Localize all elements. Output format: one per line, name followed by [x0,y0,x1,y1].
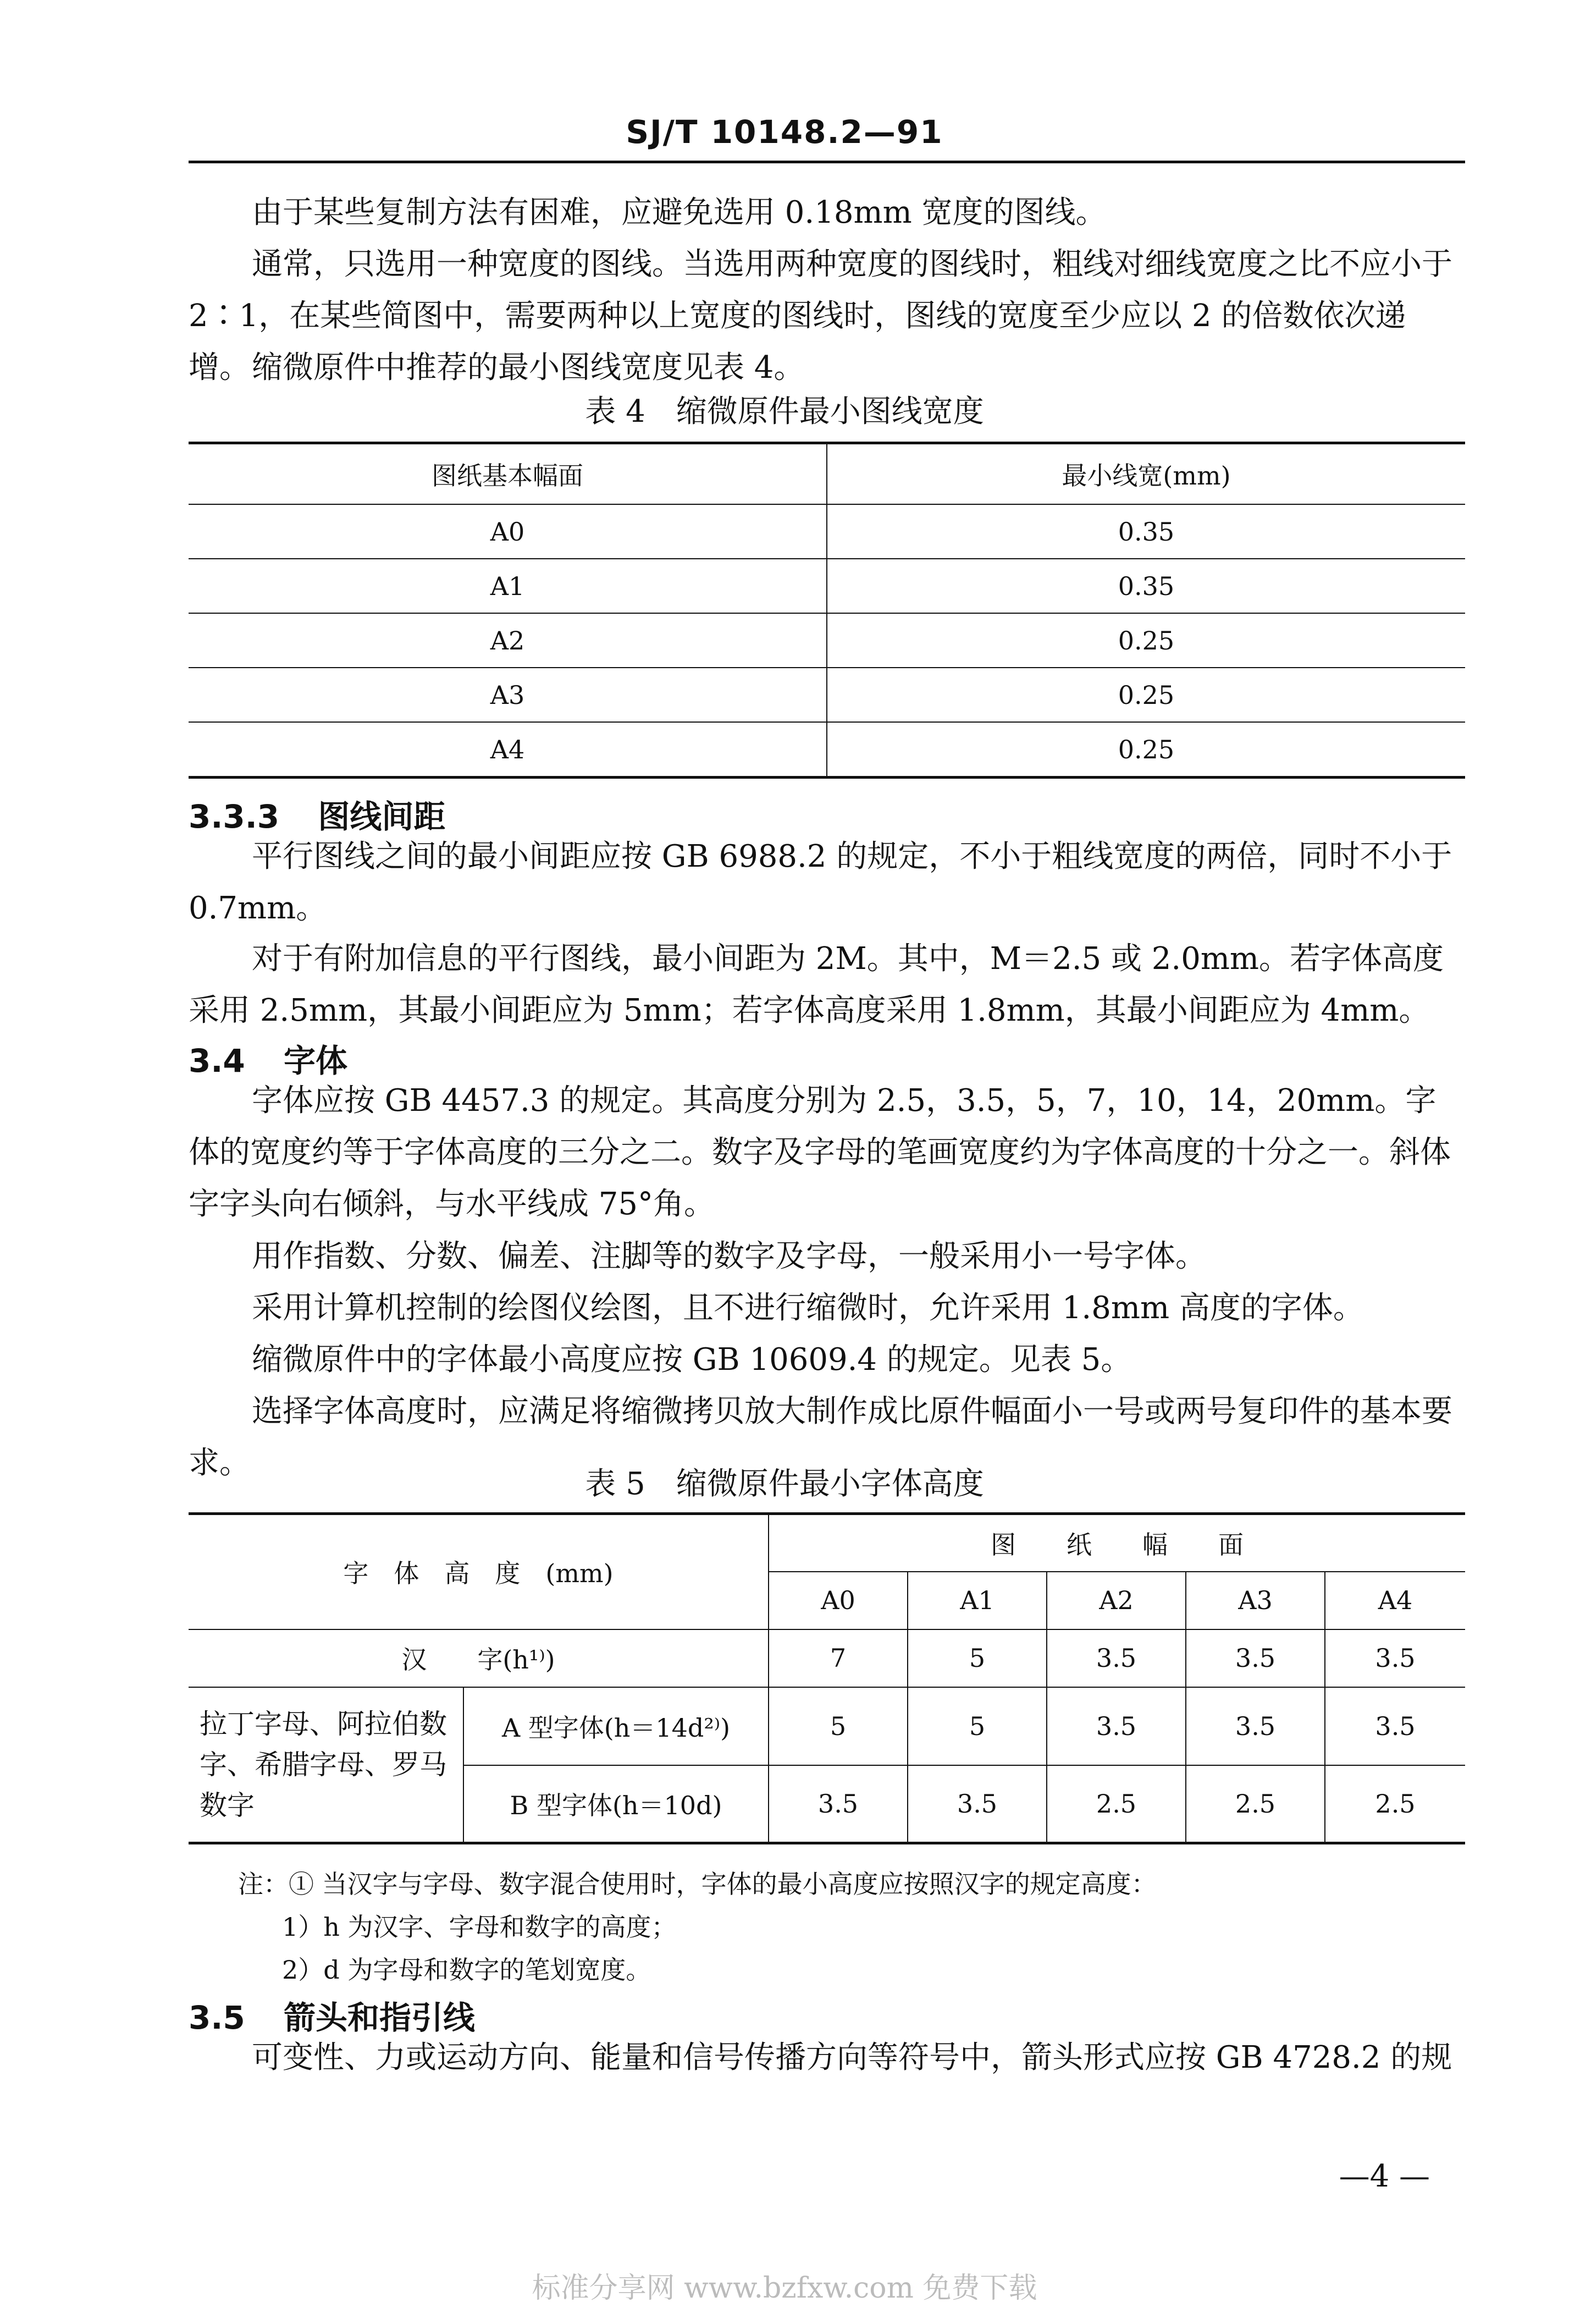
table5-cell: 5 [908,1687,1047,1765]
section-number: 3.4 [189,1042,245,1080]
section-heading-3-5 [189,1992,475,2038]
table5-header-font-height: 字 体 高 度 (mm) [189,1514,769,1629]
table5-size-a3: A3 [1186,1572,1325,1629]
paragraph-10: 选择字体高度时，应满足将缩微拷贝放大制作成比原件幅面小一号或两号复印件的基本要求。 [189,1394,1452,1481]
table4-cell-size: A0 [189,504,827,559]
table-row [189,613,1465,668]
table-header-row [189,443,1465,505]
table5-cell: 2.5 [1325,1765,1465,1843]
table5-cell: 3.5 [1325,1629,1465,1687]
table4-cell-size: A3 [189,668,827,722]
paragraph-5: 对于有附加信息的平行图线，最小间距为 2M。其中，M＝2.5 或 2.0mm。若字体高度采用 2.5mm，其最小间距应为 5mm；若字体高度采用 1.8mm，其最小间距应为 4mm。 [189,941,1444,1028]
table5-size-a1: A1 [908,1572,1047,1629]
table5-cell: 3.5 [1047,1629,1186,1687]
paragraph-4: 平行图线之间的最小间距应按 GB 6988.2 的规定，不小于粗线宽度的两倍，同时不小于 0.7mm。 [189,839,1452,926]
table5-cell: 2.5 [1186,1765,1325,1843]
table5-note-2: 2）d 为字母和数字的笔划宽度。 [282,1955,651,1985]
table4-cell-width: 0.35 [827,559,1465,613]
table-row [189,559,1465,613]
table-header-row [189,1514,1465,1572]
table-row [189,504,1465,559]
paragraph-6: 字体应按 GB 4457.3 的规定。其高度分别为 2.5，3.5，5，7，10，14，20mm。字体的宽度约等于字体高度的三分之二。数字及字母的笔画宽度约为字体高度的十分之一。斜体字字头向右倾斜，与水平线成 75°角。 [189,1083,1451,1222]
paragraph-7: 用作指数、分数、偏差、注脚等的数字及字母，一般采用小一号字体。 [252,1238,1206,1274]
table4-cell-size: A1 [189,559,827,613]
document-header: SJ/T 10148.2—91 [626,113,943,151]
table-row [189,668,1465,722]
table-5 [189,1512,1465,1844]
section-title: 字体 [283,1042,347,1080]
table5-size-a2: A2 [1047,1572,1186,1629]
table-row [189,722,1465,778]
table5-note-1: 1）h 为汉字、字母和数字的高度； [282,1912,677,1942]
table5-size-a4: A4 [1325,1572,1465,1629]
table5-cell: 3.5 [1186,1629,1325,1687]
table5-header-sheet-size: 图 纸 幅 面 [769,1514,1465,1572]
table5-cell: 3.5 [908,1765,1047,1843]
table5-cell: 5 [769,1687,908,1765]
paragraph-2: 通常，只选用一种宽度的图线。当选用两种宽度的图线时，粗线对细线宽度之比不应小于 2∶1，在某些简图中，需要两种以上宽度的图线时，图线的宽度至少应以 2 的倍数依次递增。 [189,246,1452,386]
table-4 [189,442,1465,779]
table5-caption: 表 5 缩微原件最小字体高度 [585,1466,984,1502]
section-heading-3-3-3 [189,791,445,837]
table5-row-label: 汉 字(h¹⁾) [189,1629,769,1687]
table5-group-label: 拉丁字母、阿拉伯数字、希腊字母、罗马数字 [189,1687,463,1843]
header-rule [189,161,1465,163]
table-row [189,1629,1465,1687]
table4-header-size: 图纸基本幅面 [189,443,827,505]
section-number: 3.5 [189,1999,245,2036]
table5-cell: 2.5 [1047,1765,1186,1843]
table5-cell: 3.5 [769,1765,908,1843]
section-heading-3-4 [189,1035,347,1081]
table4-caption: 表 4 缩微原件最小图线宽度 [585,394,984,429]
page-number: —4 — [1339,2158,1430,2194]
table5-row-label: A 型字体(h＝14d²⁾) [463,1687,769,1765]
table4-cell-size: A2 [189,613,827,668]
table5-cell: 3.5 [1186,1687,1325,1765]
table4-cell-width: 0.25 [827,668,1465,722]
table5-row-label: B 型字体(h＝10d) [463,1765,769,1843]
table-row [189,1687,1465,1765]
table4-header-width: 最小线宽(mm) [827,443,1465,505]
paragraph-8: 采用计算机控制的绘图仪绘图，且不进行缩微时，允许采用 1.8mm 高度的字体。 [252,1290,1364,1326]
paragraph-11: 可变性、力或运动方向、能量和信号传播方向等符号中，箭头形式应按 GB 4728.2 的规 [252,2040,1452,2075]
table4-cell-width: 0.35 [827,504,1465,559]
table4-cell-width: 0.25 [827,722,1465,778]
section-title: 图线间距 [318,798,446,835]
table5-cell: 7 [769,1629,908,1687]
table5-cell: 3.5 [1325,1687,1465,1765]
table5-note-main: 注：① 当汉字与字母、数字混合使用时，字体的最小高度应按照汉字的规定高度： [238,1869,1157,1899]
watermark-text: 标准分享网 www.bzfxw.com 免费下载 [532,2272,1037,2305]
section-number: 3.3.3 [189,798,280,835]
table5-size-a0: A0 [769,1572,908,1629]
table5-cell: 5 [908,1629,1047,1687]
paragraph-1: 由于某些复制方法有困难，应避免选用 0.18mm 宽度的图线。 [252,195,1107,230]
table5-cell: 3.5 [1047,1687,1186,1765]
table4-cell-size: A4 [189,722,827,778]
paragraph-9: 缩微原件中的字体最小高度应按 GB 10609.4 的规定。见表 5。 [252,1342,1132,1378]
section-title: 箭头和指引线 [283,1999,475,2036]
paragraph-3: 缩微原件中推荐的最小图线宽度见表 4。 [252,350,805,386]
table4-cell-width: 0.25 [827,613,1465,668]
